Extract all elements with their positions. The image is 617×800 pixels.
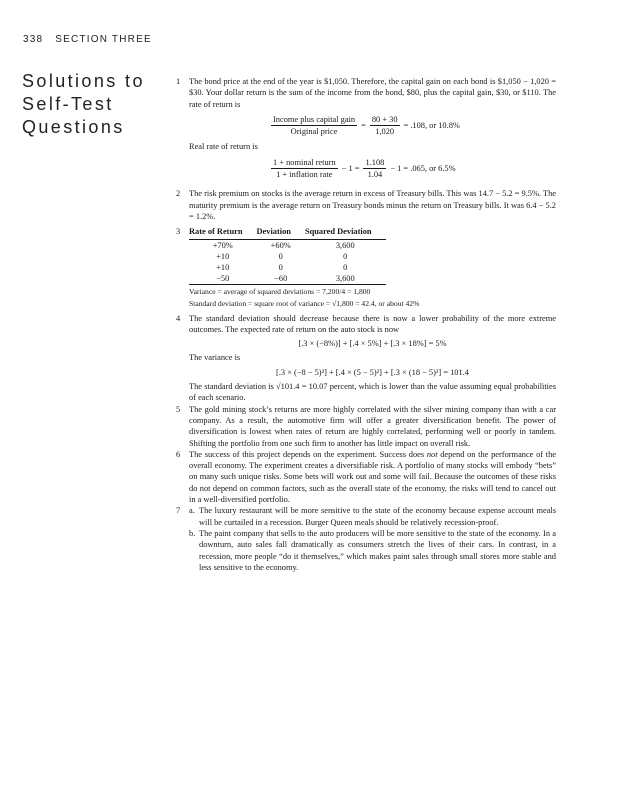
solution-3	[176, 226, 556, 308]
subanswer-label: b.	[189, 528, 196, 538]
formula-result: − 1 = .065, or 6.5%	[390, 163, 456, 173]
table-cell: 0	[343, 262, 348, 272]
deviation-table	[189, 226, 386, 284]
column-header: Rate of Return	[189, 226, 257, 239]
text-part: depend on the performance of the overall economy. The experiment creates a diversifiable risk. A portfolio of many stocks will embody “bets” on many such unique risks. Some bets will work out and some will fail. Because the outcomes of these risks do not depend on common factors, such as the overall state of the economy, the risks will tend to cancel out in a well-diversified portfolio.	[189, 449, 557, 505]
table-header-row	[189, 226, 386, 239]
solution-number: 2	[176, 189, 181, 199]
subanswer-label: a.	[189, 506, 195, 516]
solution-number: 1	[176, 77, 181, 86]
table-cell: 0	[343, 251, 348, 261]
solution-text-2: The standard deviation is √101.4 = 10.07 percent, which is lower than the value assuming equal probabilities of each scenario.	[189, 382, 556, 403]
solution-1	[176, 76, 556, 180]
table-cell: +10	[216, 251, 230, 261]
fraction-numerator: 80 + 30	[370, 114, 400, 126]
solution-number: 5	[176, 404, 181, 414]
subanswer-a	[189, 505, 556, 528]
real-return-label: Real rate of return is	[189, 142, 258, 152]
table-cell: 0	[278, 262, 283, 272]
table-row	[189, 262, 386, 273]
solution-4	[176, 313, 556, 404]
text-part: The success of this project depends on the experiment. Success does	[189, 449, 427, 459]
solution-6	[176, 449, 556, 505]
solutions-body	[176, 76, 556, 573]
fraction-numerator: 1.108	[363, 157, 386, 169]
fraction-denominator: 1,020	[375, 127, 395, 137]
rate-of-return-formula: $\frac{\text{Income plus capital gain}}{\text{Original price}}$ = $\frac{80 + 30}{1,020}$ = .108, or 10.8%	[273, 114, 460, 137]
real-return-formula	[271, 157, 556, 181]
table-cell: 3,600	[335, 240, 355, 250]
column-header: Squared Deviation	[305, 226, 386, 239]
solution-7	[176, 505, 556, 573]
table-cell: +60%	[270, 240, 291, 250]
table-cell: 3,600	[305, 273, 386, 285]
fraction-denominator: Original price	[290, 127, 338, 137]
solution-text: The risk premium on stocks is the average return in excess of Treasury bills. This was 14.7 − 5.2 = 9.5%. The maturity premium is the average return on Treasury bonds minus the return on Treasury bills. It was 6.4 − 5.2 = 1.2%.	[189, 189, 556, 221]
table-cell: 0	[278, 251, 283, 261]
variance-label: The variance is	[189, 353, 241, 363]
expected-return-formula: [.3 × (−8%)] + [.4 × 5%] + [.3 × 18%] = 5%	[298, 339, 447, 349]
solution-text: The gold mining stock’s returns are more highly correlated with the silver mining company than with a car company. As a result, the automotive firm will offer a greater diversification benefit. The power of diversification is lowest when rates of return are highly correlated, performing well or poorly in tandem. Shifting the portfolio from one such firm to another has little impact on overall risk.	[189, 404, 556, 448]
table-cell: −60	[257, 273, 305, 285]
fraction-denominator: 1 + inflation rate	[276, 170, 333, 180]
fraction-numerator: Income plus capital gain	[271, 114, 357, 126]
solution-number: 6	[176, 449, 181, 459]
fraction-numerator: 1 + nominal return	[271, 157, 338, 169]
table-cell: +70%	[212, 240, 233, 250]
variance-formula: [.3 × (−8 − 5)²] + [.4 × (5 − 5)²] + [.3 × (18 − 5)²] = 101.4	[276, 367, 469, 377]
solution-number: 3	[176, 227, 181, 237]
fraction-denominator: 1.04	[367, 170, 383, 180]
column-header: Deviation	[257, 226, 305, 239]
table-cell: −50	[189, 273, 257, 285]
table-row	[189, 273, 386, 285]
solution-number: 7	[176, 506, 181, 516]
side-title: Solutions to Self-Test Questions	[22, 71, 145, 137]
section-label: SECTION THREE	[55, 34, 152, 45]
table-row	[189, 239, 386, 251]
formula-operator: − 1 =	[341, 163, 360, 173]
std-dev-note: Standard deviation = square root of variance = √1,800 = 42.4, or about 42%	[189, 298, 420, 308]
solution-text: The bond price at the end of the year is $1,050. Therefore, the capital gain on each bond is $1,050 − 1,020 = $30. Your dollar return is the sum of the income from the bond, $80, plus the capital gain, $30, or $110. The rate of return is	[189, 77, 556, 109]
solution-text: The standard deviation should decrease because there is now a lower probability of the more extreme outcomes. The expected rate of return on the auto stock is now	[189, 313, 556, 334]
solution-number: 4	[176, 313, 181, 323]
solution-2	[176, 188, 556, 222]
subanswer-b	[189, 528, 556, 573]
page-header	[23, 34, 152, 45]
table-cell: +10	[216, 262, 230, 272]
subanswer-text: The luxury restaurant will be more sensitive to the state of the economy because expense account meals will be curtailed in a recession. Burger Queen meals should be relatively recession-proof.	[199, 506, 556, 527]
emphasis: not	[426, 449, 438, 459]
formula-result: = .108, or 10.8%	[403, 121, 460, 131]
table-row	[189, 251, 386, 262]
variance-note: Variance = average of squared deviations = 7,200/4 = 1,800	[189, 286, 371, 296]
subanswer-text: The paint company that sells to the auto producers will be more sensitive to the state of the economy. In a downturn, auto sales fall dramatically as consumers stretch the lives of their cars. In contrast, in a recession, more people “do it themselves,” which makes paint sales through small stores more stable and less sensitive to the economy.	[199, 528, 556, 572]
page-number: 338	[23, 34, 44, 45]
solution-text	[189, 449, 556, 505]
solution-5	[176, 404, 556, 449]
